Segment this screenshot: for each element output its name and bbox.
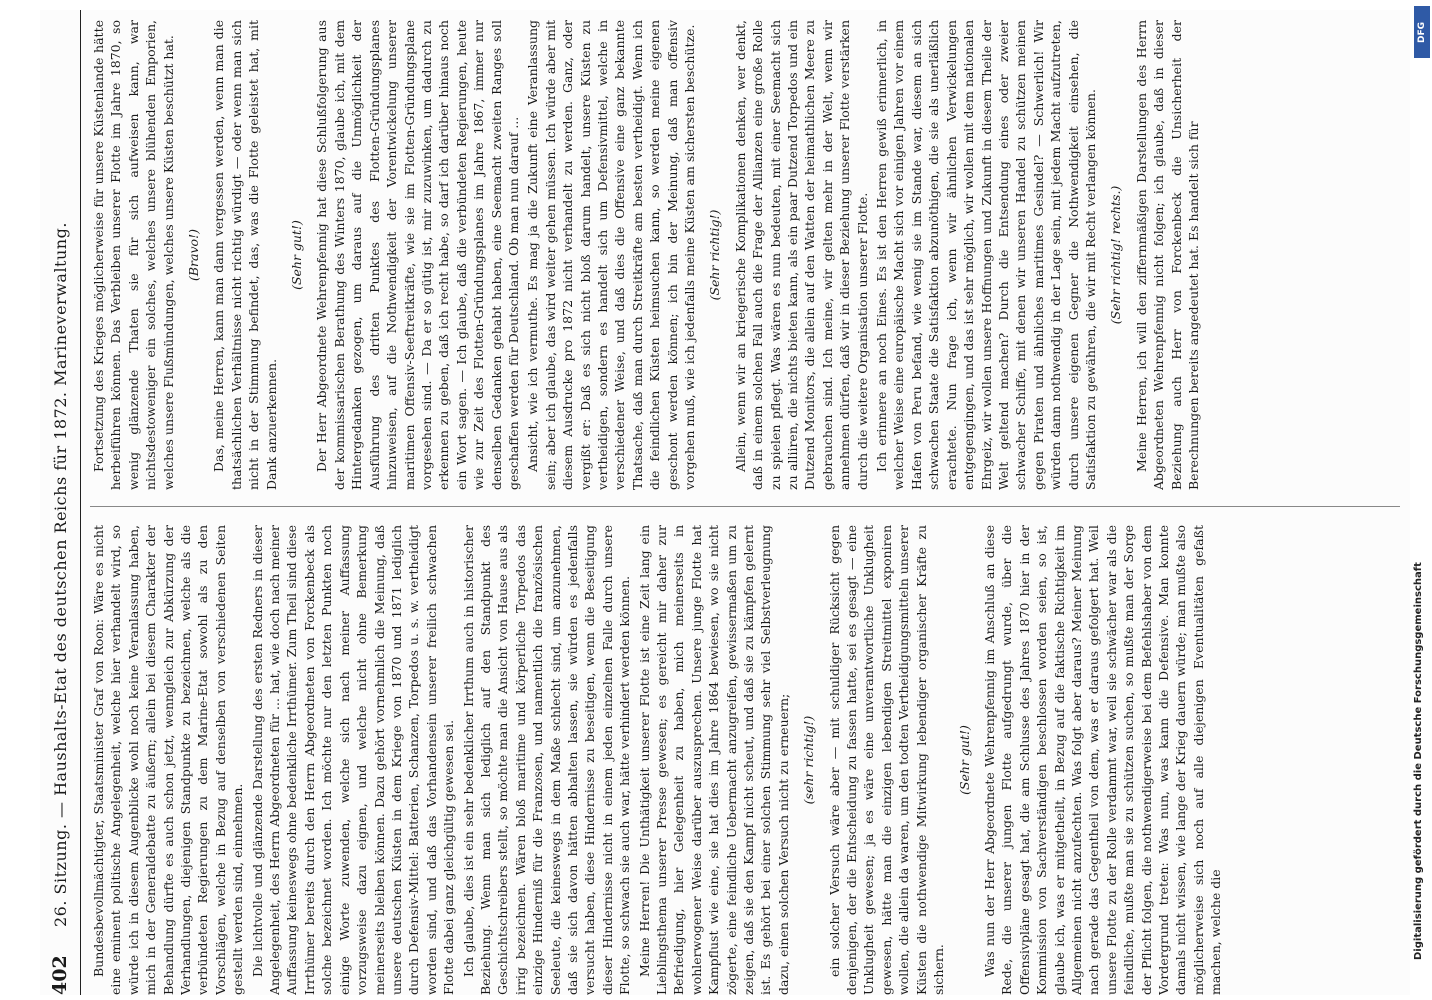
running-title: 26. Sitzung. — Haushalts-Etat des deutschen Reichs für 1872. Marineverwaltung. — [50, 222, 70, 927]
paragraph: Ansicht, wie ich vermuthe. Es mag ja die Zukunft eine Veranlassung sein; aber ich glaube, das wird weiter gehen müssen. Ich würde aber mit diesem Ausdrucke pro 1872 nicht verhandelt zu werden. Ganz, oder vergißt er: Daß es sich nicht bloß darum handelt, unsere Küsten zu vertheidigen, sondern es handelt sich um Defensivmittel, welche in verschiedener Weise, und daß dies die Offensive eine ganz bekannte Thatsache, daß man durch Streitkräfte am besten vertheidigt. Wenn ich die feindlichen Küsten heimsuchen kann, so werden meine eigenen geschont werden können; ich bin der Meinung, daß man offensiv vorgehen muß, wie ich jedenfalls meine Küsten am sichersten beschütze. — [525, 20, 697, 490]
page-number: 402 — [49, 955, 71, 995]
left-column — [90, 525, 1400, 995]
paragraph: Ich glaube, dies ist ein sehr bedenklicher Irrthum auch in historischer Beziehung. Wenn man sich lediglich auf den Standpunkt des Geschichtschreibers stellt, so möchte man die Ansicht von Hause aus als irrig bezeichnen. Wären bloß maritime und körperliche Torpedos das einzige Hinderniß für die Franzosen, und namentlich die französischen Seeleute, die keineswegs in dem Maße schlecht sind, um anzunehmen, daß sie sich davon hätten abhalten lassen, sie würden es jedenfalls versucht haben, diese Hindernisse zu beseitigen, wenn die Beseitigung dieser Hindernisse nicht in einem jeden einzelnen Falle durch unsere Flotte, so schwach sie auch war, hätte verhindert werden können. — [460, 525, 633, 995]
running-header — [40, 10, 81, 995]
column-divider — [90, 506, 1400, 507]
interjection: (sehr richtig!) — [801, 715, 817, 805]
paragraph: Fortsetzung des Krieges möglicherweise für unsere Küstenlande hätte herbeiführen können. Das Verbleiben unserer Flotte im Jahre 1870, so wenig glänzende Thaten sie für sich aufweisen kann, war nichtsdestoweniger ein solches, welches unsere blühenden Emporien, welches unsere Flußmündungen, welches unsere Küsten beschützt hat. — [91, 20, 176, 490]
rotated-page — [40, 10, 1410, 995]
paragraph: Meine Herren, ich will den ziffernmäßigen Darstellungen des Herrn Abgeordneten Wehrenpfennig nicht folgen; ich glaube, daß in dieser Beziehung auch Herr von Forckenbeck die Unsicherheit der Berechnungen bereits angedeutet hat. Es handelt sich für — [1133, 20, 1201, 490]
interjection: (Sehr gut!) — [956, 725, 972, 795]
paragraph: Die lichtvolle und glänzende Darstellung des ersten Redners in dieser Angelegenheit, des Herrn Abgeordneten für ... hat, wie doch nach meiner Auffassung keineswegs ohne bedenkliche Irrthümer. Zum Theil sind diese Irrthümer bereits durch den Herrn Abgeordneten von Forckenbeck als solche bezeichnet worden. Ich möchte nur den letzten Punkten noch einige Worte zuwenden, welche sich nach meiner Auffassung vorzugsweise dazu eignen, und welche nicht ohne Bemerkung meinerseits bleiben können. Dazu gehört vornehmlich die Meinung, daß unsere deutschen Küsten in dem Kriege von 1870 und 1871 lediglich durch Defensiv-Mittel: Batterien, Schanzen, Torpedos u. s. w. vertheidigt worden sind, und daß das Vorhandensein unserer freilich schwachen Flotte dabei ganz gleichgültig gewesen sei. — [249, 525, 457, 995]
paragraph: ein solcher Versuch wäre aber — mit schuldiger Rücksicht gegen denjenigen, der die Entscheidung zu fassen hatte, sei es gesagt — eine Unklugheit gewesen; ja es wäre eine unverantwortliche Unklugheit gewesen, hätte man die einzigen lebendigen Streitmittel exponiren wollen, die allein da waren, um den todten Vertheidigungsmitteln unserer Küsten die nothwendige Mitwirkung lebendiger organischer Kräfte zu sichern. — [826, 525, 947, 995]
document-sheet — [40, 10, 1410, 995]
right-column — [90, 20, 1400, 490]
page — [40, 10, 1410, 995]
interjection: (Bravo!) — [186, 229, 202, 281]
dfg-logo: DFG — [1414, 6, 1430, 58]
interjection: (Sehr richtig! rechts.) — [1108, 185, 1124, 325]
paragraph: Meine Herren! Die Unthätigkeit unserer Flotte ist eine Zeit lang ein Lieblingsthema unserer Presse gewesen; es gereicht mir daher zur Befriedigung, hier Gelegenheit zu haben, mich meinerseits in wohlerwogener Weise darüber auszusprechen. Unsere junge Flotte hat Kampflust wie eine, sie hat dies im Jahre 1864 bewiesen, wo sie nicht zögerte, eine feindliche Uebermacht anzugreifen, gewissermaßen um zu zeigen, daß sie den Kampf nicht scheut, und daß sie zu kämpfen gelernt ist. Es gehört bei einer solchen Stimmung sehr viel Selbstverleugnung dazu, einen solchen Versuch nicht zu erneuern; — [636, 525, 791, 995]
interjection: (Sehr richtig!) — [707, 209, 723, 301]
interjection: (Sehr gut!) — [289, 220, 305, 290]
text-columns — [90, 10, 1400, 995]
paragraph: Das, meine Herren, kann man dann vergessen werden, wenn man die thatsächlichen Verhältnisse nicht richtig würdigt — oder wenn man sich nicht in der Stimmung befindet, das, was die Flotte geleistet hat, mit Dank anzuerkennen. — [211, 20, 279, 490]
funding-credit: Digitalisierung gefördert durch die Deutsche Forschungsgemeinschaft — [1413, 562, 1424, 960]
paragraph: Ich erinnere an noch Eines. Es ist den Herren gewiß erinnerlich, in welcher Weise eine europäische Macht sich vor einigen Jahren vor einem Hafen von Peru befand, wie wenig sie im Stande war, diesem an sich schwachen Staate die Satisfaktion abzunöthigen, die sie als unerläßlich erachtete. Nun frage ich, wenn wir ähnlichen Verwickelungen entgegengingen, und das ist sehr möglich, wir wollen mit dem nationalen Ehrgeiz, wir wollen unsere Hoffnungen und Zukunft in diesem Theile der Welt geltend machen? Durch die Entsendung eines oder zweier schwacher Schiffe, mit denen wir unseren Handel zu schützen meinen gegen Piraten und ähnliches maritimes Gesindel? — Schwerlich! Wir würden dann nothwendig in der Lage sein, mit jedem Macht aufzutreten, durch unsere eigenen Gegner die Nothwendigkeit einsehen, die Satisfaktion zu gewähren, die wir mit Recht verlangen können. — [874, 20, 1098, 490]
paragraph: Bundesbevollmächtigter, Staatsminister Graf von Roon: Wäre es nicht eine eminent politische Angelegenheit, welche hier verhandelt wird, so würde ich in diesem Augenblicke wohl noch keine Veranlassung haben, mich in der Generaldebatte zu äußern; allein bei diesem Charakter der Behandlung dürfte es auch schon jetzt, wenngleich zur Abkürzung der Verhandlungen, diejenigen Standpunkte zu bezeichnen, welche als die verbündeten Regierungen zu dem Marine-Etat sowohl als zu den Vorschlägen, welche in Bezug auf denselben von verschiedenen Seiten gestellt werden sind, einnehmen. — [91, 525, 246, 995]
paragraph: Der Herr Abgeordnete Wehrenpfennig hat diese Schlußfolgerung aus der kommissarischen Berathung des Winters 1870, glaube ich, mit dem Hintergedanken gezogen, um daraus auf die Unmöglichkeit der Ausführung des dritten Punktes des Flotten-Gründungsplanes hinzuweisen, auf die Nothwendigkeit der Vorentwickelung unserer maritimen Offensiv-Seeftreitkräfte, wie sie im Flotten-Gründungsplane vorgesehen sind. — Da er so gütig ist, mir zuzuwinken, um dadurch zu erkennen zu geben, daß ich recht habe, so darf ich darüber hinaus noch ein Wort sagen. — Ich glaube, daß die verbündeten Regierungen, heute wie zur Zeit des Flotten-Gründungsplanes im Jahre 1867, immer nur denselben Gedanken gehabt haben, eine Seemacht zweiten Ranges soll geschaffen werden für Deutschland. Ob man nun darauf ... — [314, 20, 521, 490]
paragraph: Was nun der Herr Abgeordnete Wehrenpfennig im Anschluß an diese Rede, die unserer jungen Flotte aufgedrungt wurde, über die Offensivpläne gesagt hat, die am Schlusse des Jahres 1870 hier in der Kommission von Sachverständigen beschlossen worden seien, so ist, glaube ich, was er mitgetheilt, in Bezug auf die faktische Richtigkeit im Allgemeinen nicht anzufechten. Was folgt aber daraus? Meiner Meinung nach gerade das Gegentheil von dem, was er daraus gefolgert hat. Weil unsere Flotte zu der Rolle verdammt war, weil sie schwächer war als die feindliche, mußte man sie zu schützen suchen, so mußte man der Sorge der Pflicht folgen, die nothwendigerweise bei dem Befehlshaber von dem Vordergrund treten: Was nun, was kann die Defensive. Man konnte damals nicht wissen, wie lange der Krieg dauern würde; man mußte also möglicherweise sich noch auf alle diejenigen Eventualitäten gefaßt machen, welche die — [981, 525, 1224, 995]
dfg-sidebar — [1412, 0, 1432, 1000]
paragraph: Allein, wenn wir an kriegerische Komplikationen denken, wer denkt, daß in einem solchen Fall auch die Frage der Allianzen eine große Rolle zu spielen pflegt. Was wären es nun bedeuten, mit einer Seemacht sich zu alliiren, die nichts bieten kann, als ein paar Dutzend Torpedos und ein Dutzend Monitors, die allein auf den Watten der heimathlichen Meere zu gebrauchen sind. Ich meine, wir gelten mehr in der Welt, wenn wir annehmen dürfen, daß wir in dieser Beziehung unserer Flotte verstärken durch die weitere Organisation unserer Flotte. — [732, 20, 870, 490]
